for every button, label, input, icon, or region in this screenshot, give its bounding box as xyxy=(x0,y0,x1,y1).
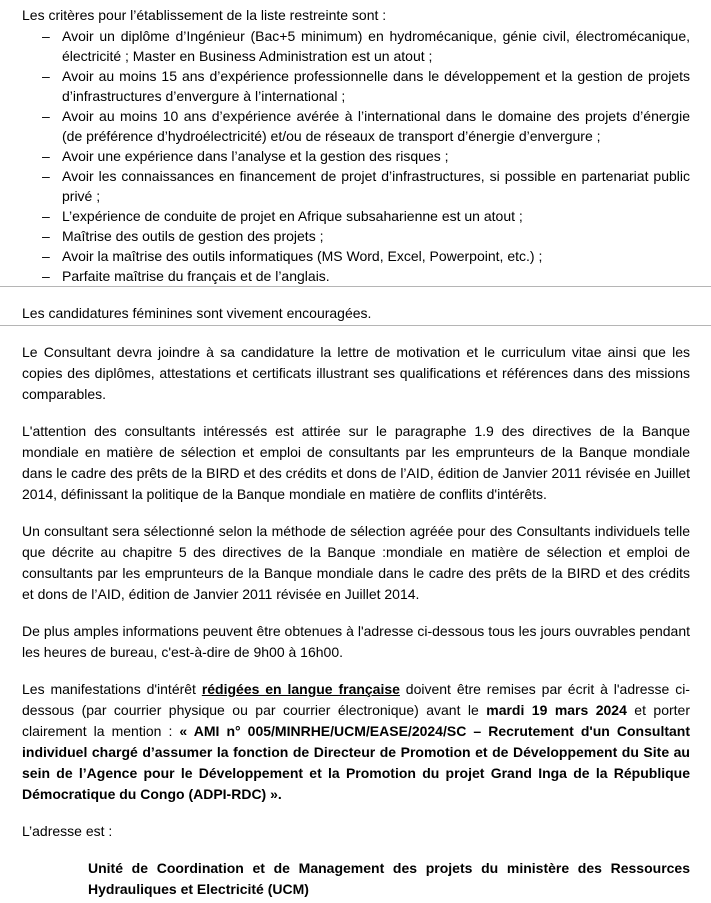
criteria-item xyxy=(22,106,690,146)
criteria-item xyxy=(22,66,690,106)
divider-line xyxy=(0,325,711,326)
submission-text-lead: Les manifestations d'intérêt xyxy=(22,681,202,697)
address-label: L’adresse est : xyxy=(22,823,113,839)
criteria-list xyxy=(22,26,690,286)
address-organization: Unité de Coordination et de Management des projets du ministère des Ressources Hydrauliques et Electricité (UCM) xyxy=(88,860,690,897)
dash-bullet: – xyxy=(42,248,50,264)
paragraph-bank-directives: L'attention des consultants intéressés est attirée sur le paragraphe 1.9 des directives de la Banque mondiale en matière de sélection et emploi de consultants par les emprunteurs de la Banque mondiale dans le cadre des prêts de la BIRD et des crédits et dons de l’AID, édition de Janvier 2011 révisée en Juillet 2014, définissant la politique de la Banque mondiale en matière de conflits d'intérêts. xyxy=(22,423,690,502)
criteria-item-text: Avoir un diplôme d’Ingénieur (Bac+5 minimum) en hydromécanique, génie civil, électromécanique, électricité ; Master en Business Administration est un atout ; xyxy=(62,28,690,64)
dash-bullet: – xyxy=(42,208,50,224)
dash-bullet: – xyxy=(42,68,50,84)
divider-line xyxy=(0,286,711,287)
dash-bullet: – xyxy=(42,28,50,44)
submission-text-mention-lead: et porter clairement la mention : xyxy=(22,702,690,739)
ami-reference-mention: « AMI n° 005/MINRHE/UCM/EASE/2024/SC – Recrutement d'un Consultant individuel chargé d’assumer la fonction de Directeur de Promotion et de Développement du Site au sein de l’Agence pour le Développement et la Promotion du projet Grand Inga de la République Démocratique du Congo (ADPI-RDC) ». xyxy=(22,723,691,802)
encouragement-line: Les candidatures féminines sont vivement encouragées. xyxy=(22,305,372,321)
criteria-item xyxy=(22,246,690,266)
paragraph-more-information: De plus amples informations peuvent être obtenues à l'adresse ci-dessous tous les jours ouvrables pendant les heures de bureau, c'est-à-dire de 9h00 à 16h00. xyxy=(22,623,690,660)
submission-text-middle: doivent être remises par écrit à l'adresse ci-dessous (par courrier physique ou par courrier électronique) avant le xyxy=(22,681,690,718)
criteria-item-text: Avoir au moins 10 ans d’expérience avérée à l’international dans le domaine des projets d’énergie (de préférence d’hydroélectricité) et/ou de réseaux de transport d’énergie d’envergure ; xyxy=(62,108,690,144)
dash-bullet: – xyxy=(42,228,50,244)
criteria-item xyxy=(22,226,690,246)
criteria-item-text: Maîtrise des outils de gestion des projets ; xyxy=(62,228,324,244)
dash-bullet: – xyxy=(42,268,50,284)
paragraph-submission-instructions xyxy=(22,679,690,805)
criteria-item xyxy=(22,26,690,66)
dash-bullet: – xyxy=(42,168,50,184)
dash-bullet: – xyxy=(42,108,50,124)
dash-bullet: – xyxy=(42,148,50,164)
criteria-item xyxy=(22,166,690,206)
language-requirement-emphasis: rédigées en langue française xyxy=(201,681,400,697)
criteria-item xyxy=(22,206,690,226)
criteria-item-text: Avoir la maîtrise des outils informatiques (MS Word, Excel, Powerpoint, etc.) ; xyxy=(62,248,543,264)
criteria-item-text: Avoir une expérience dans l’analyse et la gestion des risques ; xyxy=(62,148,449,164)
criteria-item xyxy=(22,146,690,166)
criteria-item-text: Avoir les connaissances en financement de projet d’infrastructures, si possible en partenariat public privé ; xyxy=(62,168,690,204)
criteria-item-text: Avoir au moins 15 ans d’expérience professionnelle dans le développement et la gestion de projets d’infrastructures d’envergure à l’international ; xyxy=(62,68,690,104)
intro-line: Les critères pour l’établissement de la liste restreinte sont : xyxy=(22,7,387,23)
criteria-item-text: L’expérience de conduite de projet en Afrique subsaharienne est un atout ; xyxy=(62,208,523,224)
paragraph-selection-method: Un consultant sera sélectionné selon la méthode de sélection agréée pour des Consultants individuels telle que décrite au chapitre 5 des directives de la Banque :mondiale en matière de sélection et emploi de consultants par les emprunteurs de la Banque mondiale dans le cadre des prêts de la BIRD et des crédits et dons de l’AID, édition de Janvier 2011 révisée en Juillet 2014. xyxy=(22,523,690,602)
criteria-item-text: Parfaite maîtrise du français et de l’anglais. xyxy=(62,268,330,284)
submission-deadline: mardi 19 mars 2024 xyxy=(486,702,627,718)
paragraph-consultant-dossier: Le Consultant devra joindre à sa candidature la lettre de motivation et le curriculum vitae ainsi que les copies des diplômes, attestations et certificats illustrant ses qualifications et références dans des missions comparables. xyxy=(22,344,690,402)
criteria-item xyxy=(22,266,690,286)
